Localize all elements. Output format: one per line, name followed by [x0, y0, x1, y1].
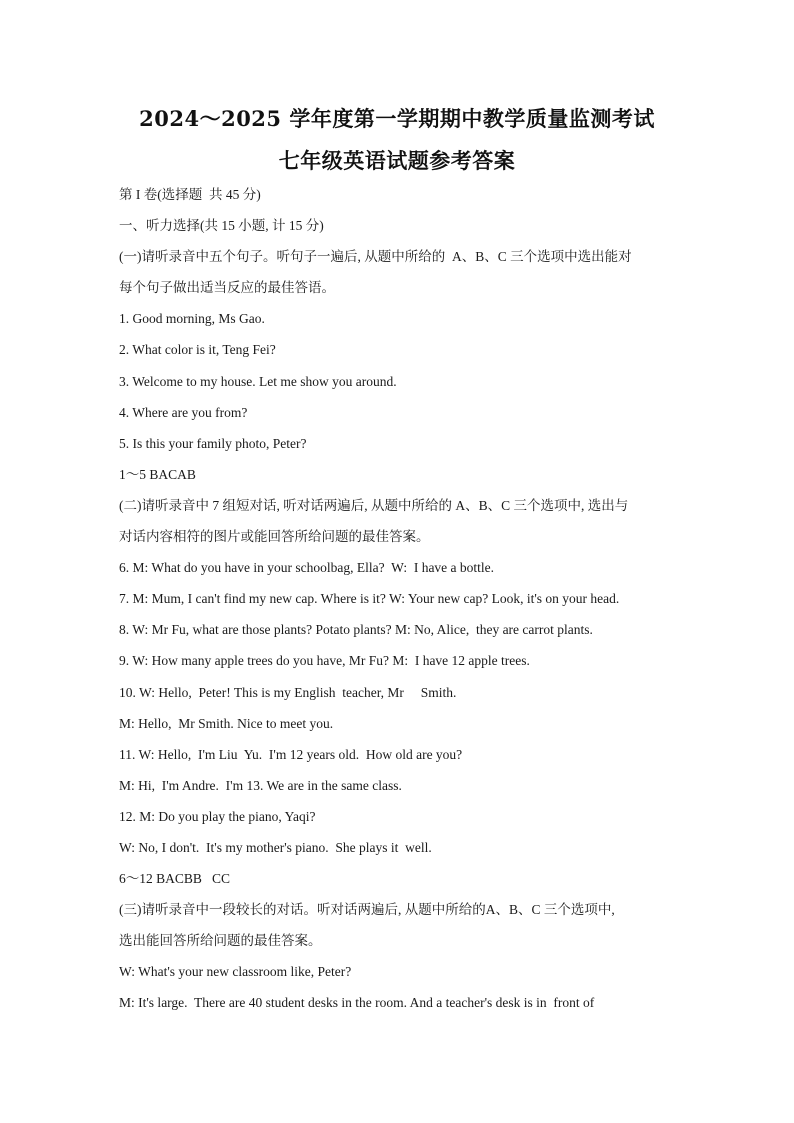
transcript-line: M: It's large. There are 40 student desks in the room. And a teacher's desk is in front of — [119, 995, 595, 1011]
transcript-line: 6. M: What do you have in your schoolbag, Ella? W: I have a bottle. — [119, 560, 495, 576]
document-body — [119, 184, 679, 1024]
transcript-line: 10. W: Hello, Peter! This is my English teacher, Mr Smith. — [119, 684, 457, 700]
transcript-line: 9. W: How many apple trees do you have, Mr Fu? M: I have 12 apple trees. — [119, 653, 530, 669]
section-heading-listening: 一、听力选择(共 15 小题, 计 15 分) — [119, 218, 324, 234]
instruction-part3-cont: 选出能回答所给问题的最佳答案。 — [119, 933, 322, 949]
answer-line: 1～5 BACAB — [119, 466, 196, 482]
instruction-part1-cont: 每个句子做出适当反应的最佳答语。 — [119, 280, 335, 296]
transcript-line: 4. Where are you from? — [119, 404, 248, 420]
instruction-part2-cont: 对话内容相符的图片或能回答所给问题的最佳答案。 — [119, 529, 430, 545]
transcript-line: 11. W: Hello, I'm Liu Yu. I'm 12 years old. How old are you? — [119, 746, 463, 762]
transcript-line: 8. W: Mr Fu, what are those plants? Potato plants? M: No, Alice, they are carrot plants. — [119, 622, 593, 638]
page-subtitle: 七年级英语试题参考答案 — [278, 148, 516, 173]
transcript-line: W: No, I don't. It's my mother's piano. She plays it well. — [119, 839, 432, 855]
transcript-line: W: What's your new classroom like, Peter? — [119, 964, 352, 980]
instruction-part1: (一)请听录音中五个句子。听句子一遍后, 从题中所给的 A、B、C 三个选项中选出能对 — [119, 249, 632, 265]
instruction-part2: (二)请听录音中 7 组短对话, 听对话两遍后, 从题中所给的 A、B、C 三个选项中, 选出与 — [119, 497, 629, 513]
page-title: 2024～2025 学年度第一学期期中教学质量监测考试 — [139, 106, 655, 131]
transcript-line: 7. M: Mum, I can't find my new cap. Where is it? W: Your new cap? Look, it's on your head. — [119, 591, 620, 607]
transcript-line: 2. What color is it, Teng Fei? — [119, 342, 276, 358]
transcript-line: 5. Is this your family photo, Peter? — [119, 435, 307, 451]
transcript-line: 1. Good morning, Ms Gao. — [119, 311, 265, 327]
section-heading-part1: 第 I 卷(选择题 共 45 分) — [119, 187, 261, 202]
transcript-line: M: Hi, I'm Andre. I'm 13. We are in the same class. — [119, 777, 402, 793]
transcript-line: 12. M: Do you play the piano, Yaqi? — [119, 808, 316, 824]
instruction-part3: (三)请听录音中一段较长的对话。听对话两遍后, 从题中所给的A、B、C 三个选项中, — [119, 902, 615, 918]
transcript-line: 3. Welcome to my house. Let me show you around. — [119, 373, 397, 389]
answer-line: 6～12 BACBB CC — [119, 871, 231, 887]
transcript-line: M: Hello, Mr Smith. Nice to meet you. — [119, 715, 334, 731]
